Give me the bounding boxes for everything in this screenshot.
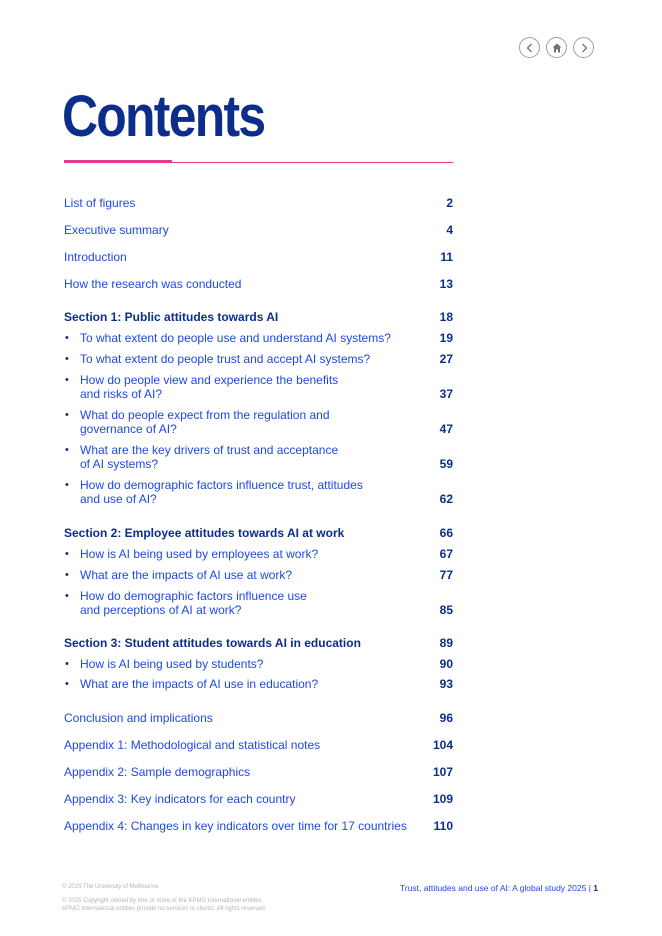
chevron-left-icon	[524, 42, 536, 54]
toc-entry-label: How do people view and experience the benefits and risks of AI?	[80, 373, 339, 401]
toc-entry[interactable]	[64, 310, 453, 324]
toc-entry[interactable]	[64, 568, 453, 582]
toc-entry[interactable]	[64, 223, 453, 237]
bullet-icon: •	[65, 479, 69, 491]
toc-entry[interactable]	[64, 373, 453, 401]
toc-entry[interactable]	[64, 277, 453, 291]
toc-entry-page-number: 67	[439, 547, 453, 561]
toc-entry-label: What are the impacts of AI use at work?	[80, 568, 293, 582]
toc-entry[interactable]	[64, 408, 453, 436]
footer-page-number: 1	[593, 883, 598, 893]
chevron-right-icon	[578, 42, 590, 54]
bullet-icon: •	[65, 569, 69, 581]
toc-entry[interactable]	[64, 765, 453, 779]
toc-entry[interactable]	[64, 819, 453, 833]
toc-entry-page-number: 27	[439, 352, 453, 366]
toc-entry-label: How is AI being used by students?	[80, 657, 264, 671]
toc-entry-label: Introduction	[64, 250, 127, 264]
toc-entry[interactable]	[64, 677, 453, 691]
toc-entry-page-number: 19	[439, 331, 453, 345]
next-page-button[interactable]	[573, 37, 594, 58]
toc-entry-page-number: 96	[439, 711, 453, 725]
toc-entry-label: Executive summary	[64, 223, 169, 237]
copyright-university: © 2025 The University of Melbourne.	[62, 884, 160, 890]
copyright-kpmg: © 2025 Copyright owned by one or more of the KPMG International entities.	[62, 898, 264, 904]
toc-entry-label: Appendix 4: Changes in key indicators over time for 17 countries	[64, 819, 407, 833]
toc-entry-page-number: 62	[439, 492, 453, 506]
toc-entry-label: Conclusion and implications	[64, 711, 213, 725]
toc-entry-label: How do demographic factors influence use and perceptions of AI at work?	[80, 589, 307, 617]
toc-entry-page-number: 66	[439, 526, 453, 540]
copyright-rights: KPMG International entities provide no services to clients. All rights reserved.	[62, 906, 267, 912]
toc-entry-page-number: 93	[439, 677, 453, 691]
toc-entry-page-number: 4	[446, 223, 453, 237]
toc-entry-page-number: 13	[439, 277, 453, 291]
toc-entry-label: What are the impacts of AI use in education?	[80, 677, 319, 691]
toc-entry-label: Section 3: Student attitudes towards AI in education	[64, 636, 361, 650]
toc-entry[interactable]	[64, 478, 453, 506]
footer-document-info	[400, 883, 598, 893]
toc-entry[interactable]	[64, 526, 453, 540]
bullet-icon: •	[65, 590, 69, 602]
bullet-icon: •	[65, 678, 69, 690]
previous-page-button[interactable]	[519, 37, 540, 58]
toc-entry-page-number: 59	[439, 457, 453, 471]
toc-entry-page-number: 11	[440, 250, 453, 264]
toc-entry-page-number: 89	[439, 636, 453, 650]
toc-entry-page-number: 77	[439, 568, 453, 582]
toc-entry-page-number: 47	[439, 422, 453, 436]
toc-entry-label: To what extent do people use and understand AI systems?	[80, 331, 391, 345]
toc-entry[interactable]	[64, 443, 453, 471]
toc-entry-page-number: 2	[446, 196, 453, 210]
toc-entry-page-number: 107	[432, 765, 453, 779]
home-button[interactable]	[546, 37, 567, 58]
toc-entry[interactable]	[64, 738, 453, 752]
toc-entry-label: To what extent do people trust and accept AI systems?	[80, 352, 371, 366]
toc-entry[interactable]	[64, 250, 453, 264]
toc-entry-label: Section 1: Public attitudes towards AI	[64, 310, 279, 324]
footer-separator: |	[586, 883, 594, 893]
toc-entry[interactable]	[64, 589, 453, 617]
toc-entry-label: What are the key drivers of trust and acceptance of AI systems?	[80, 443, 339, 471]
toc-entry-page-number: 37	[439, 387, 453, 401]
toc-entry-label: Section 2: Employee attitudes towards AI at work	[64, 526, 345, 540]
toc-entry-label: What do people expect from the regulation and governance of AI?	[80, 408, 330, 436]
toc-entry-label: How the research was conducted	[64, 277, 242, 291]
toc-entry[interactable]	[64, 792, 453, 806]
toc-entry-label: List of figures	[64, 196, 136, 210]
toc-entry-page-number: 109	[432, 792, 453, 806]
bullet-icon: •	[65, 548, 69, 560]
toc-entry[interactable]	[64, 657, 453, 671]
toc-entry[interactable]	[64, 196, 453, 210]
footer-document-title: Trust, attitudes and use of AI: A global study 2025	[399, 883, 587, 893]
home-icon	[551, 42, 563, 54]
toc-entry-label: Appendix 1: Methodological and statistical notes	[64, 738, 321, 752]
toc-entry[interactable]	[64, 331, 453, 345]
toc-entry-page-number: 110	[433, 819, 453, 833]
page-title: Contents	[62, 84, 265, 149]
toc-entry-label: Appendix 2: Sample demographics	[64, 765, 251, 779]
toc-entry-page-number: 85	[439, 603, 453, 617]
toc-entry-page-number: 90	[439, 657, 453, 671]
page-navigation	[519, 37, 594, 58]
bullet-icon: •	[65, 353, 69, 365]
title-underline-accent	[64, 160, 172, 163]
toc-entry[interactable]	[64, 547, 453, 561]
footer-copyright	[62, 883, 266, 913]
bullet-icon: •	[65, 332, 69, 344]
toc-entry[interactable]	[64, 711, 453, 725]
bullet-icon: •	[65, 658, 69, 670]
toc-entry[interactable]	[64, 352, 453, 366]
bullet-icon: •	[65, 409, 69, 421]
toc-entry[interactable]	[64, 636, 453, 650]
toc-entry-page-number: 18	[439, 310, 453, 324]
bullet-icon: •	[65, 444, 69, 456]
toc-entry-label: How do demographic factors influence trust, attitudes and use of AI?	[80, 478, 363, 506]
toc-entry-page-number: 104	[432, 738, 453, 752]
toc-entry-label: Appendix 3: Key indicators for each country	[64, 792, 296, 806]
bullet-icon: •	[65, 374, 69, 386]
toc-entry-label: How is AI being used by employees at work?	[80, 547, 319, 561]
